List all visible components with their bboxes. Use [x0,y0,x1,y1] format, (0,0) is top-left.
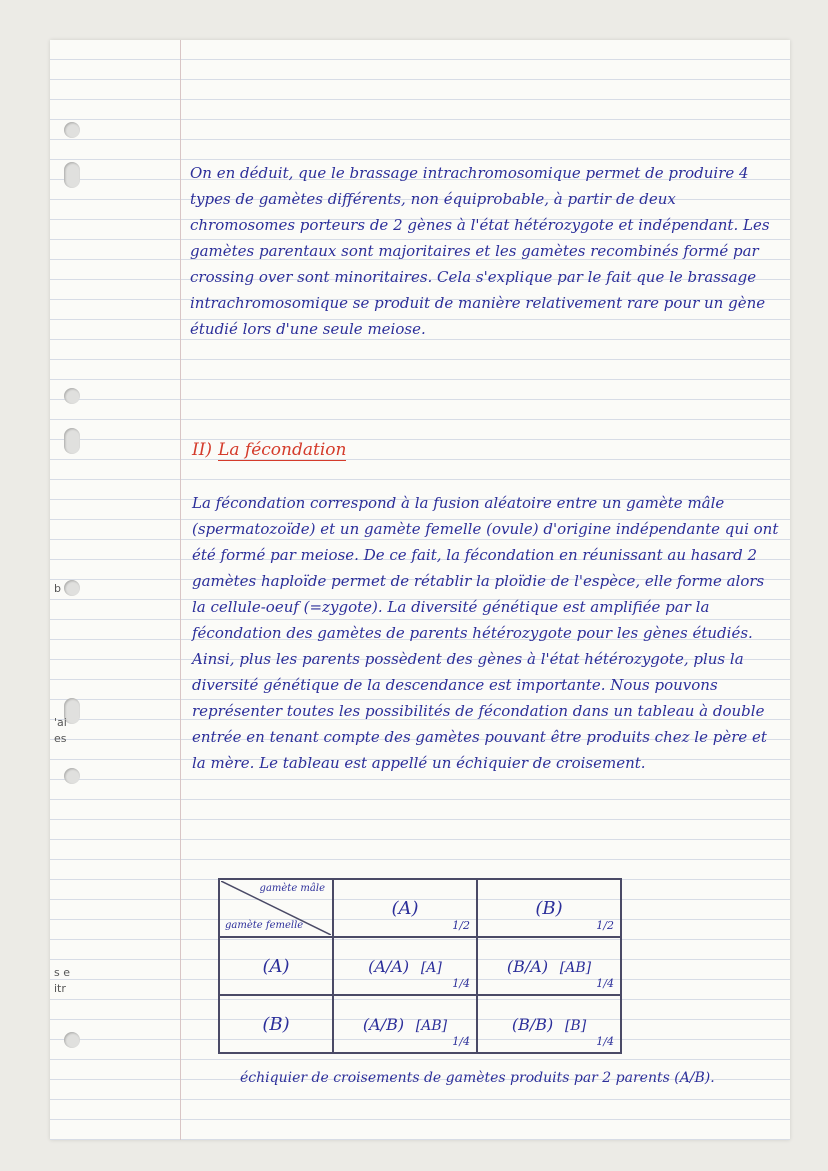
table-corner [219,879,333,937]
cell-ab [333,995,477,1053]
paragraph-brassage: On en déduit, que le brassage intrachromosomique permet de produire 4 types de gamètes différents, non équiprobable, à partir de deux chromosomes porteurs de 2 gènes à l'état hétérozygote et indépendant. Les gamètes parentaux sont majoritaires et les gamètes recombinés formé par crossing over sont minoritaires. Cela s'explique par le fait que le brassage intrachromosomique se produit de manière relativement rare pour un gène étudié lors d'une seule meiose. [190,164,770,338]
corner-male-label: gamète mâle [259,883,325,894]
phenotype: [AB] [559,959,592,976]
phenotype: [B] [564,1017,587,1034]
margin-fragment: itr [54,982,66,995]
header-male-gamete-b [477,879,621,937]
section-number: II) [192,440,213,460]
table-caption: échiquier de croisements de gamètes produits par 2 parents (A/B). [240,1070,715,1086]
section-heading: La fécondation [218,440,347,460]
row-label: (A) [262,955,290,977]
probability: 1/4 [596,977,614,990]
probability: 1/2 [596,919,614,932]
section-title [192,440,346,460]
header-label: (B) [535,897,563,919]
probability: 1/2 [452,919,470,932]
crossing-table [218,878,622,1054]
genotype: (B/A) [506,956,549,976]
cell-ba [477,937,621,995]
paragraph-fecondation: La fécondation correspond à la fusion aléatoire entre un gamète mâle (spermatozoïde) et un gamète femelle (ovule) d'origine indépendante qui ont été formé par meiose. De ce fait, la fécondation en réunissant au hasard 2 gamètes haploïde permet de rétablir la ploïdie de l'espèce, elle forme alors la cellule-oeuf (=zygote). La diversité génétique est amplifiée par la fécondation des gamètes de parents hétérozygote pour les gènes étudiés. Ainsi, plus les parents possèdent des gènes à l'état hétérozygote, plus la diversité génétique de la descendance est importante. Nous pouvons représenter toutes les possibilités de fécondation dans un tableau à double entrée en tenant compte des gamètes pouvant être produits chez le père et la mère. Le tableau est appellé un échiquier de croisement. [192,494,779,772]
header-label: (A) [391,897,419,919]
genotype: (A/B) [362,1014,405,1034]
cell-bb [477,995,621,1053]
probability: 1/4 [452,1035,470,1048]
binder-hole [64,1032,80,1048]
row-label: (B) [262,1013,290,1035]
header-male-gamete-a [333,879,477,937]
binder-hole [64,388,80,404]
binder-hole [64,122,80,138]
cell-aa [333,937,477,995]
binder-hole [64,428,80,454]
margin-fragment: 'ai [54,716,67,729]
header-female-gamete-a [219,937,333,995]
genotype: (B/B) [511,1014,554,1034]
binder-hole [64,580,80,596]
margin-fragment: s e [54,966,70,979]
margin-fragment: b [54,582,61,595]
probability: 1/4 [452,977,470,990]
probability: 1/4 [596,1035,614,1048]
binder-hole [64,768,80,784]
phenotype: [A] [420,959,442,976]
phenotype: [AB] [415,1017,448,1034]
header-female-gamete-b [219,995,333,1053]
margin-line [180,40,181,1140]
margin-fragment: es [54,732,67,745]
genotype: (A/A) [368,956,410,976]
notebook-sheet [50,40,790,1140]
corner-female-label: gamète femelle [225,920,304,931]
binder-hole [64,162,80,188]
